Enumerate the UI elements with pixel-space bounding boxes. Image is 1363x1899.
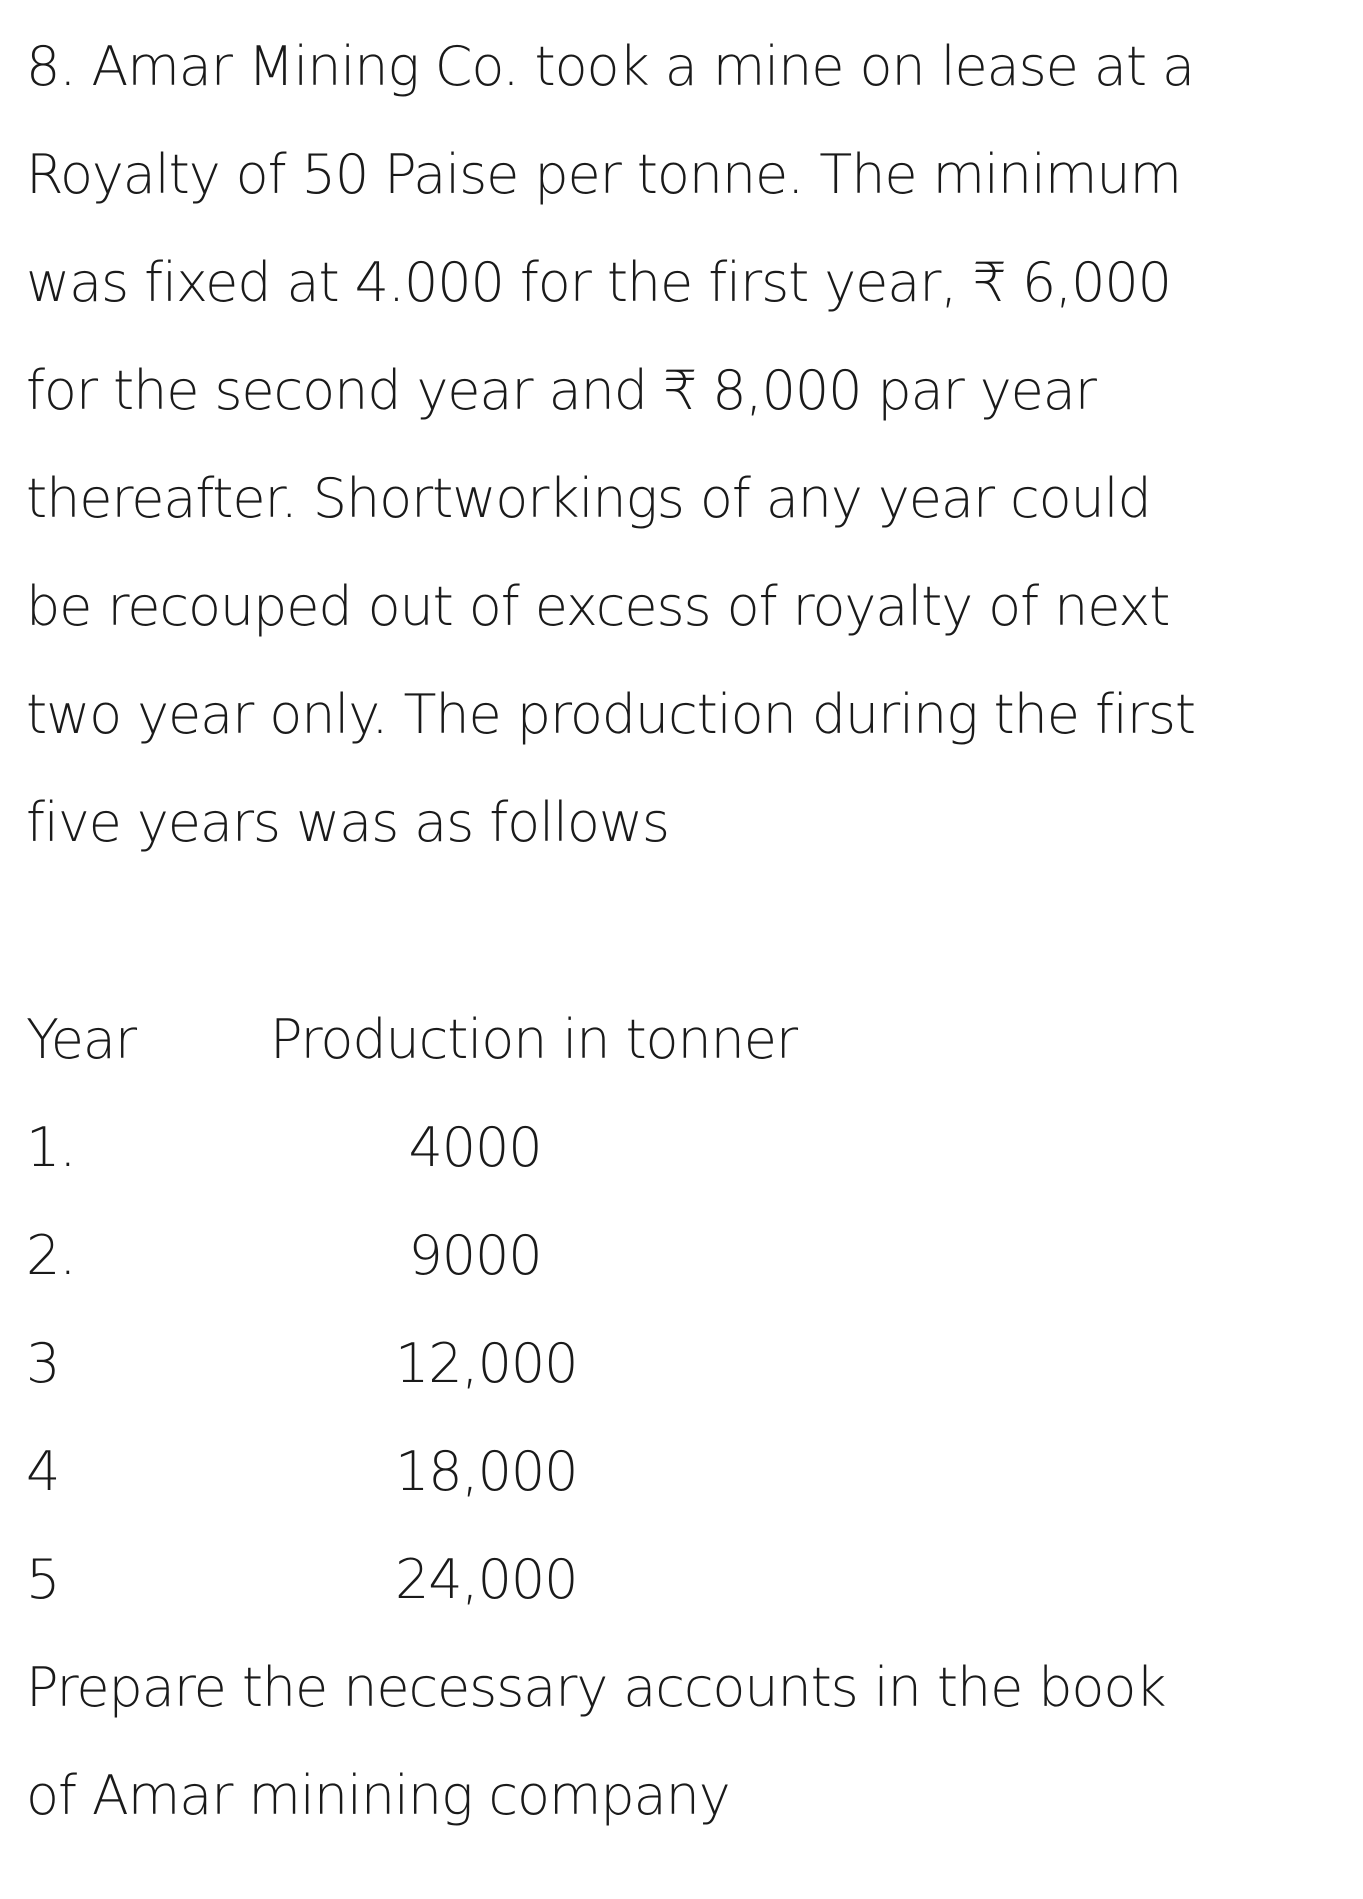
question-line: Royalty of 50 Paise per tonne. The minimum — [26, 143, 1182, 206]
production-table-header — [0, 1008, 1363, 1083]
table-row — [0, 1440, 1363, 1515]
question-line: for the second year and ₹ 8,000 par year — [26, 359, 1096, 422]
year-cell: 4 — [26, 1440, 60, 1503]
year-cell: 2. — [26, 1224, 76, 1287]
instruction-line: Prepare the necessary accounts in the book — [26, 1656, 1166, 1719]
question-line: be recouped out of excess of royalty of next — [26, 575, 1170, 638]
question-line: five years was as follows — [26, 791, 669, 854]
table-row — [0, 1224, 1363, 1299]
question-line: 8. Amar Mining Co. took a mine on lease at a — [26, 35, 1194, 98]
production-cell: 9000 — [408, 1224, 542, 1287]
production-cell: 18,000 — [395, 1440, 578, 1503]
table-row — [0, 1548, 1363, 1623]
production-cell: 4000 — [408, 1116, 542, 1179]
production-cell: 24,000 — [395, 1548, 578, 1611]
year-column-header: Year — [26, 1008, 136, 1071]
year-cell: 5 — [26, 1548, 60, 1611]
production-cell: 12,000 — [395, 1332, 578, 1395]
table-row — [0, 1116, 1363, 1191]
production-column-header: Production in tonner — [270, 1008, 797, 1071]
year-cell: 1. — [26, 1116, 76, 1179]
table-row — [0, 1332, 1363, 1407]
year-cell: 3 — [26, 1332, 60, 1395]
question-line: was fixed at 4.000 for the first year, ₹ 6,000 — [26, 251, 1171, 314]
question-line: thereafter. Shortworkings of any year could — [26, 467, 1151, 530]
question-line: two year only. The production during the first — [26, 683, 1195, 746]
instruction-line: of Amar minining company — [26, 1764, 730, 1827]
